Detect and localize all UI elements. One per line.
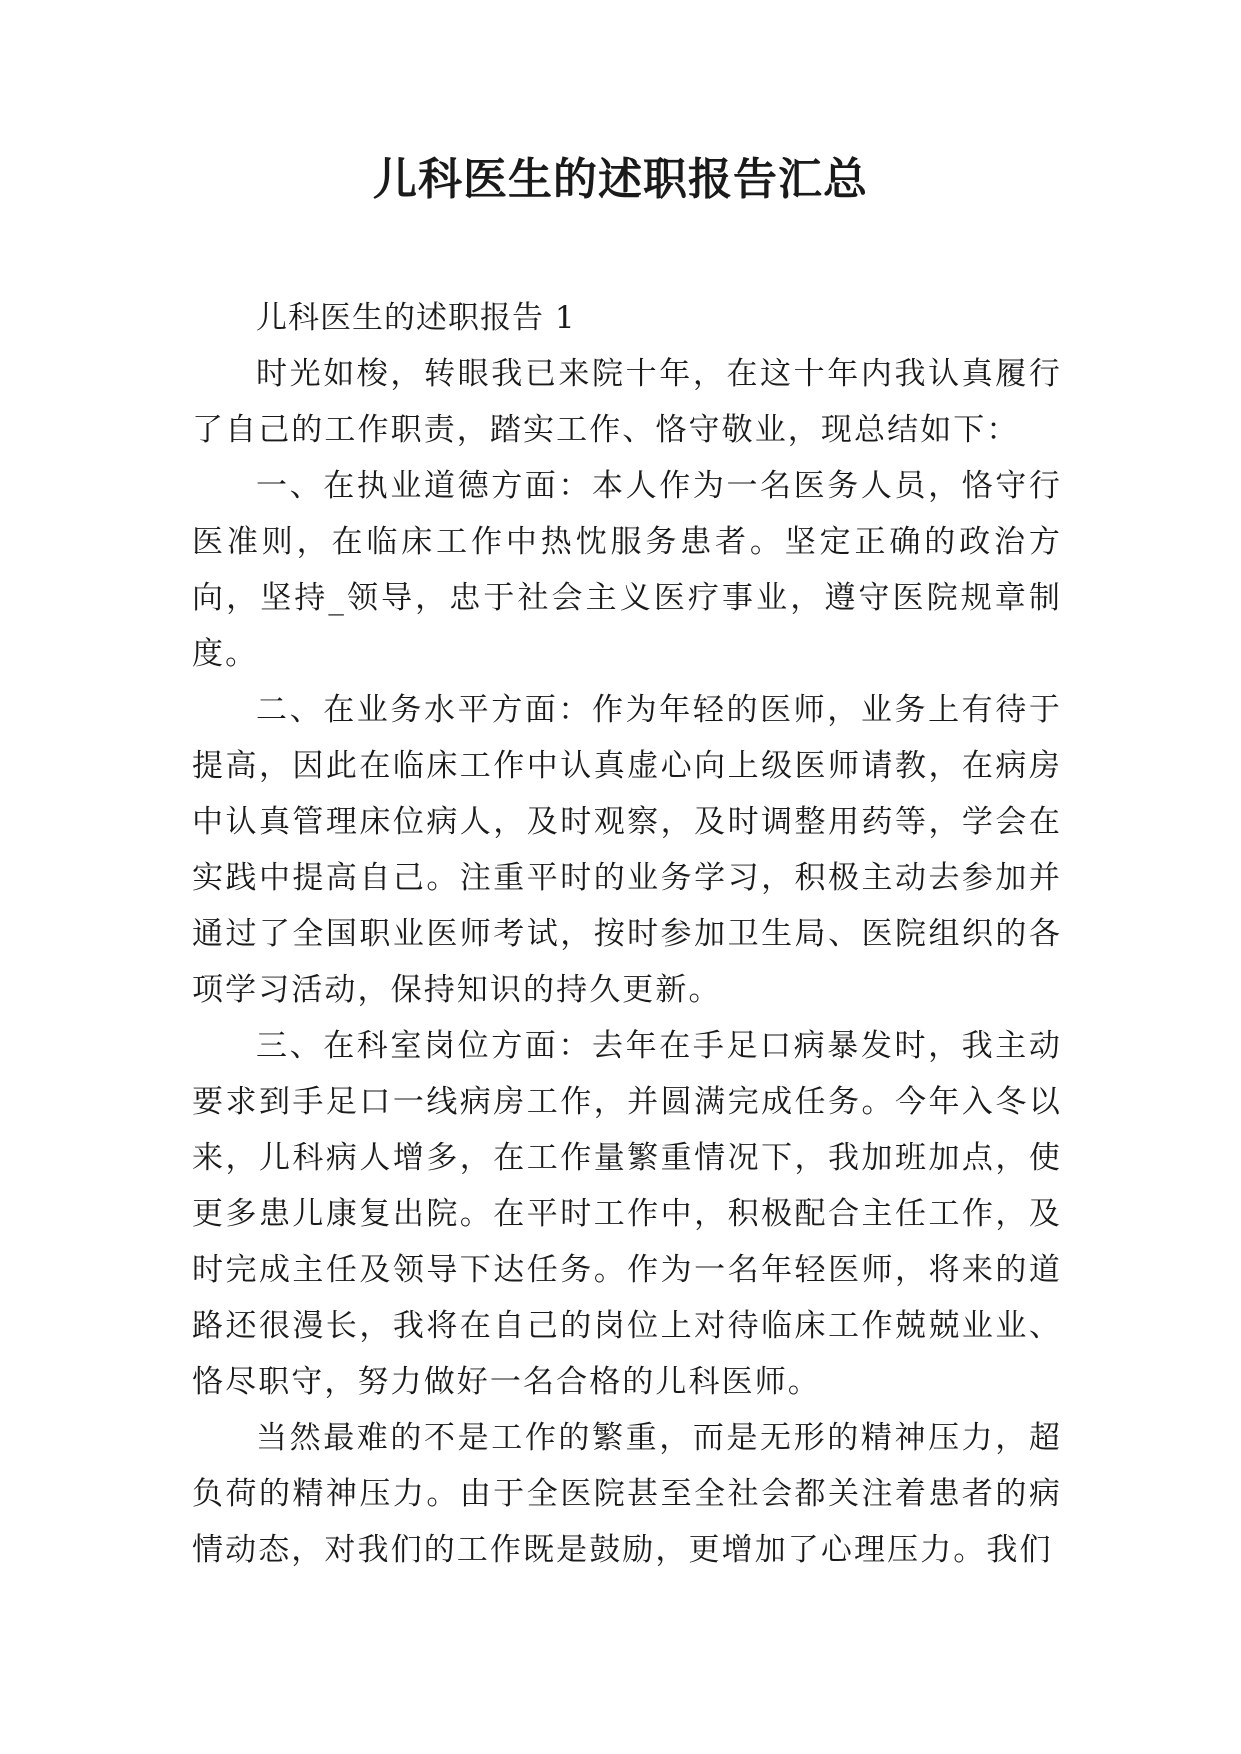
paragraph-ethics: 一、在执业道德方面：本人作为一名医务人员，恪守行医准则，在临床工作中热忱服务患者。坚定正确的政治方向，坚持_领导，忠于社会主义医疗事业，遵守医院规章制度。 xyxy=(192,468,1062,672)
paragraph-department: 三、在科室岗位方面：去年在手足口病暴发时，我主动要求到手足口一线病房工作，并圆满完成任务。今年入冬以来，儿科病人增多，在工作量繁重情况下，我加班加点，使更多患儿康复出院。在平时工作中，积极配合主任工作，及时完成主任及领导下达任务。作为一名年轻医师，将来的道路还很漫长，我将在自己的岗位上对待临床工作兢兢业业、恪尽职守，努力做好一名合格的儿科医师。 xyxy=(192,1028,1062,1400)
section-heading: 儿科医生的述职报告 1 xyxy=(256,300,576,336)
document-body xyxy=(192,290,1062,1578)
page-title: 儿科医生的述职报告汇总 xyxy=(373,154,868,205)
paragraph-pressure: 当然最难的不是工作的繁重，而是无形的精神压力，超负荷的精神压力。由于全医院甚至全社会都关注着患者的病情动态，对我们的工作既是鼓励，更增加了心理压力。我们 xyxy=(192,1420,1062,1568)
paragraph-skills: 二、在业务水平方面：作为年轻的医师，业务上有待于提高，因此在临床工作中认真虚心向上级医师请教，在病房中认真管理床位病人，及时观察，及时调整用药等，学会在实践中提高自己。注重平时的业务学习，积极主动去参加并通过了全国职业医师考试，按时参加卫生局、医院组织的各项学习活动，保持知识的持久更新。 xyxy=(192,692,1062,1008)
paragraph-intro: 时光如梭，转眼我已来院十年，在这十年内我认真履行了自己的工作职责，踏实工作、恪守敬业，现总结如下： xyxy=(192,356,1062,448)
